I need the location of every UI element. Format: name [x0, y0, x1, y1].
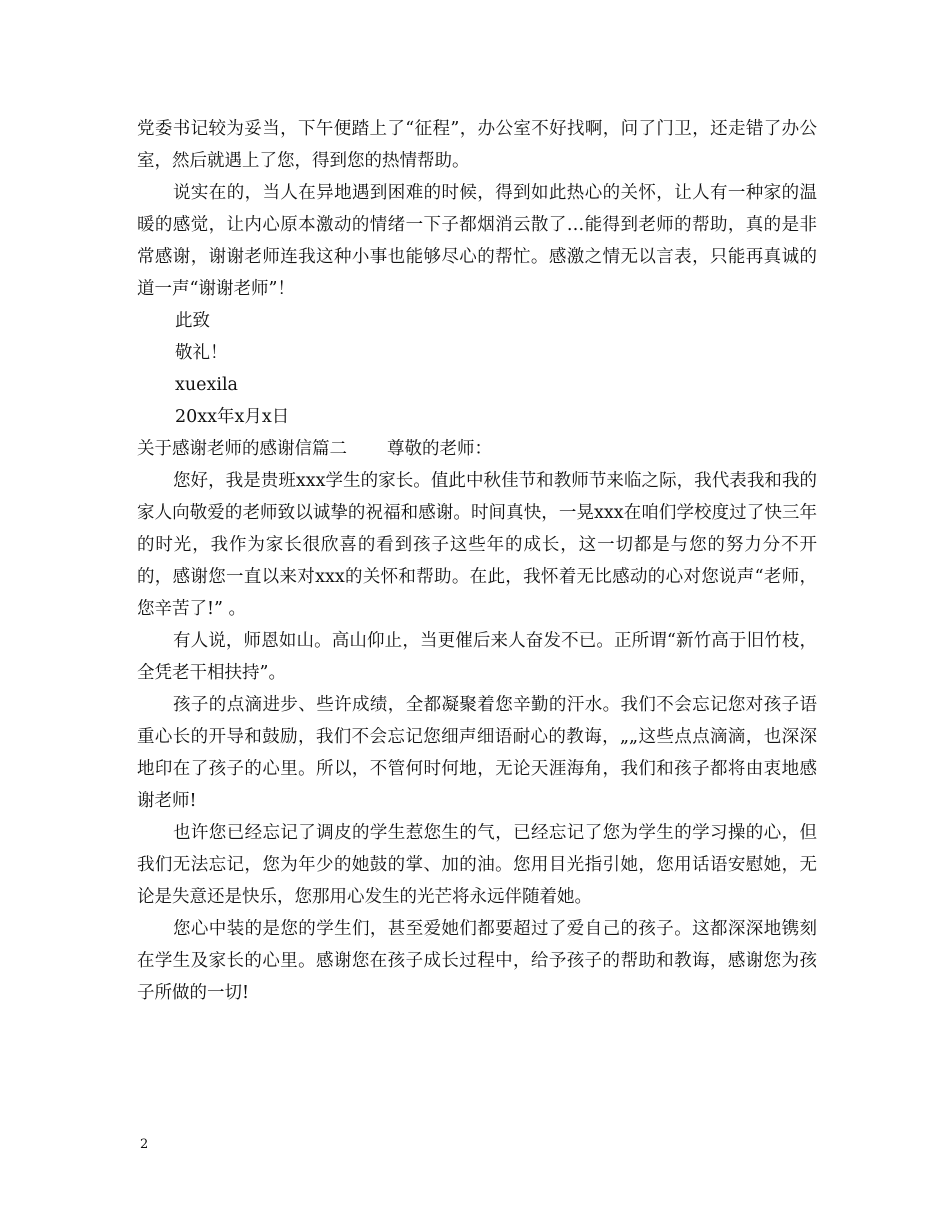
closing-line-2: 敬礼！: [175, 343, 228, 363]
paragraph-body-2: 有人说，师恩如山。高山仰止，当更催后来人奋发不已。正所谓“新竹高于旧竹枝，全凭老干相扶持”。: [137, 631, 817, 683]
closing-line-1: 此致: [175, 311, 210, 331]
salutation: 尊敬的老师：: [387, 439, 492, 459]
paragraph-top-1: 党委书记较为妥当，下午便踏上了“征程”，办公室不好找啊，问了门卫，还走错了办公室，然后就遇上了您，得到您的热情帮助。: [137, 119, 817, 171]
signature-name: xuexila: [175, 375, 238, 395]
paragraph-body-1: 您好，我是贵班xxx学生的家长。值此中秋佳节和教师节来临之际，我代表我和我的家人向敬爱的老师致以诚挚的祝福和感谢。时间真快，一晃xxx在咱们学校度过了快三年的时光，我作为家长很欣喜的看到孩子这些年的成长，这一切都是与您的努力分不开的，感谢您一直以来对xxx的关怀和帮助。在此，我怀着无比感动的心对您说声“老师，您辛苦了!” 。: [137, 471, 817, 619]
letter-continuation: [137, 113, 817, 1009]
paragraph-body-5: 您心中装的是您的学生们，甚至爱她们都要超过了爱自己的孩子。这都深深地镌刻在学生及家长的心里。感谢您在孩子成长过程中，给予孩子的帮助和教诲，感谢您为孩子所做的一切!: [137, 919, 817, 1003]
paragraph-top-2: 说实在的，当人在异地遇到困难的时候，得到如此热心的关怀，让人有一种家的温暖的感觉，让内心原本激动的情绪一下子都烟消云散了…能得到老师的帮助，真的是非常感谢，谢谢老师连我这种小事也能够尽心的帮忙。感激之情无以言表，只能再真诚的道一声“谢谢老师”！: [137, 183, 817, 299]
section-title: 关于感谢老师的感谢信篇二: [137, 439, 347, 459]
paragraph-body-3: 孩子的点滴进步、些许成绩，全都凝聚着您辛勤的汗水。我们不会忘记您对孩子语重心长的开导和鼓励，我们不会忘记您细声细语耐心的教诲，„„这些点点滴滴，也深深地印在了孩子的心里。所以，不管何时何地，无论天涯海角，我们和孩子都将由衷地感谢老师!: [137, 695, 817, 811]
section-heading-line: [137, 433, 817, 465]
paragraph-body-4: 也许您已经忘记了调皮的学生惹您生的气，已经忘记了您为学生的学习操的心，但我们无法忘记，您为年少的她鼓的掌、加的油。您用目光指引她，您用话语安慰她，无论是失意还是快乐，您那用心发生的光芒将永远伴随着她。: [137, 823, 817, 907]
signature-date: 20xx年x月x日: [175, 407, 290, 427]
page-number: 2: [140, 1137, 149, 1152]
